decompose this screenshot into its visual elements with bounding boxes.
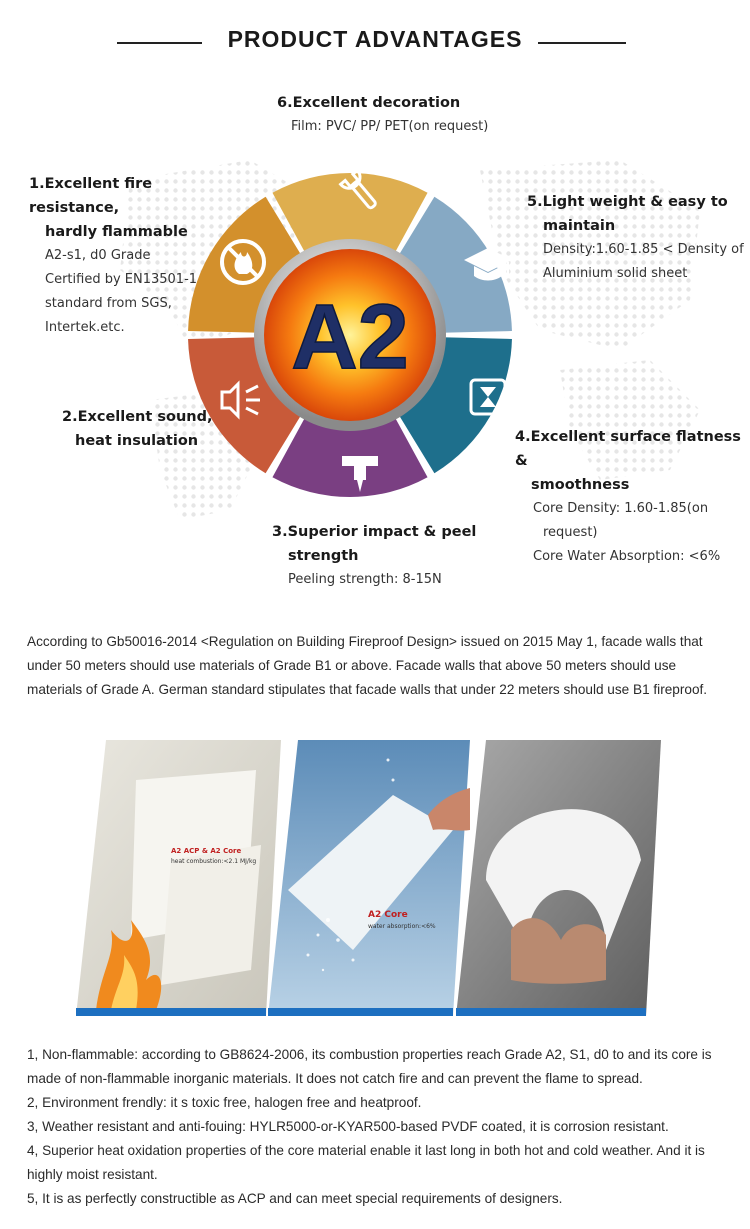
regulation-paragraph: According to Gb50016-2014 <Regulation on Building Fireproof Design> issued on 2015 May 1, facade walls that under 50 meters should use materials of Grade B1 or above. Facade walls that above 50 meters should use materials of Grade A. German standard stipulates that facade walls that under 22 meters should use B1 fireproof. — [27, 634, 708, 697]
feature-6-desc-1: Film: PVC/ PP/ PET(on request) — [291, 119, 489, 134]
feature-4-desc-3: Core Water Absorption: <6% — [533, 549, 721, 564]
feature-5 — [527, 190, 747, 286]
feature-3 — [272, 520, 492, 592]
feature-4-title-2: smoothness — [531, 477, 630, 493]
feature-5-desc-1: Density:1.60-1.85 < Density of — [543, 242, 744, 257]
list-item: 4, Superior heat oxidation properties of the core material enable it last long in both hot and cold weather. And it is highly moist resistant. — [27, 1143, 705, 1182]
product-photos — [0, 740, 750, 1020]
feature-3-title-2: strength — [288, 548, 359, 564]
photo-1-label: A2 ACP & A2 Core — [171, 847, 242, 855]
list-item: 1, Non-flammable: according to GB8624-2006, its combustion properties reach Grade A2, S1, d0 to and its core is made of non-flammable inorganic materials. It does not catch fire and can prevent the flame to spread. — [27, 1047, 712, 1086]
feature-1 — [29, 172, 239, 340]
feature-6-title-1: 6.Excellent decoration — [277, 95, 461, 111]
feature-4 — [515, 425, 745, 569]
feature-2-title-2: heat insulation — [75, 433, 199, 449]
center-label: A2 — [291, 286, 409, 388]
photo-fire-test — [76, 740, 281, 1016]
page-title: PRODUCT ADVANTAGES — [227, 26, 523, 52]
feature-4-desc-1: Core Density: 1.60-1.85(on — [533, 501, 709, 516]
feature-5-title-1: 5.Light weight & easy to — [527, 194, 728, 210]
feature-2-title-1: 2.Excellent sound, — [62, 409, 213, 425]
feature-1-desc-4: Intertek.etc. — [45, 320, 125, 335]
feature-1-desc-2: Certified by EN13501-1 — [45, 272, 198, 287]
feature-3-title-1: 3.Superior impact & peel — [272, 524, 477, 540]
photo-2-sublabel: water absorption:<6% — [368, 923, 436, 930]
feature-2 — [62, 405, 242, 453]
feature-5-title-2: maintain — [543, 218, 616, 234]
list-item: 2, Environment frendly: it s toxic free, halogen free and heatproof. — [27, 1095, 422, 1110]
feature-4-title-1: 4.Excellent surface flatness & — [515, 429, 741, 469]
feature-1-title-1: 1.Excellent fire resistance, — [29, 176, 153, 216]
photo-bending-test — [456, 740, 661, 1016]
feature-1-desc-1: A2-s1, d0 Grade — [45, 248, 151, 263]
photo-2-label: A2 Core — [368, 910, 408, 920]
list-item: 3, Weather resistant and anti-fouing: HYLR5000-or-KYAR500-based PVDF coated, it is corrosion resistant. — [27, 1119, 669, 1134]
advantages-list — [27, 1043, 737, 1211]
feature-1-title-2: hardly flammable — [45, 224, 188, 240]
feature-1-desc-3: standard from SGS, — [45, 296, 172, 311]
photo-water-test — [268, 740, 470, 1016]
feature-6 — [277, 91, 537, 139]
feature-5-desc-2: Aluminium solid sheet — [543, 266, 688, 281]
list-item: 5, It is as perfectly constructible as ACP and can meet special requirements of designers. — [27, 1191, 563, 1206]
feature-4-desc-2: request) — [543, 525, 598, 540]
feature-3-desc-1: Peeling strength: 8-15N — [288, 572, 442, 587]
photo-1-sublabel: heat combustion:<2.1 MJ/kg — [171, 858, 257, 865]
